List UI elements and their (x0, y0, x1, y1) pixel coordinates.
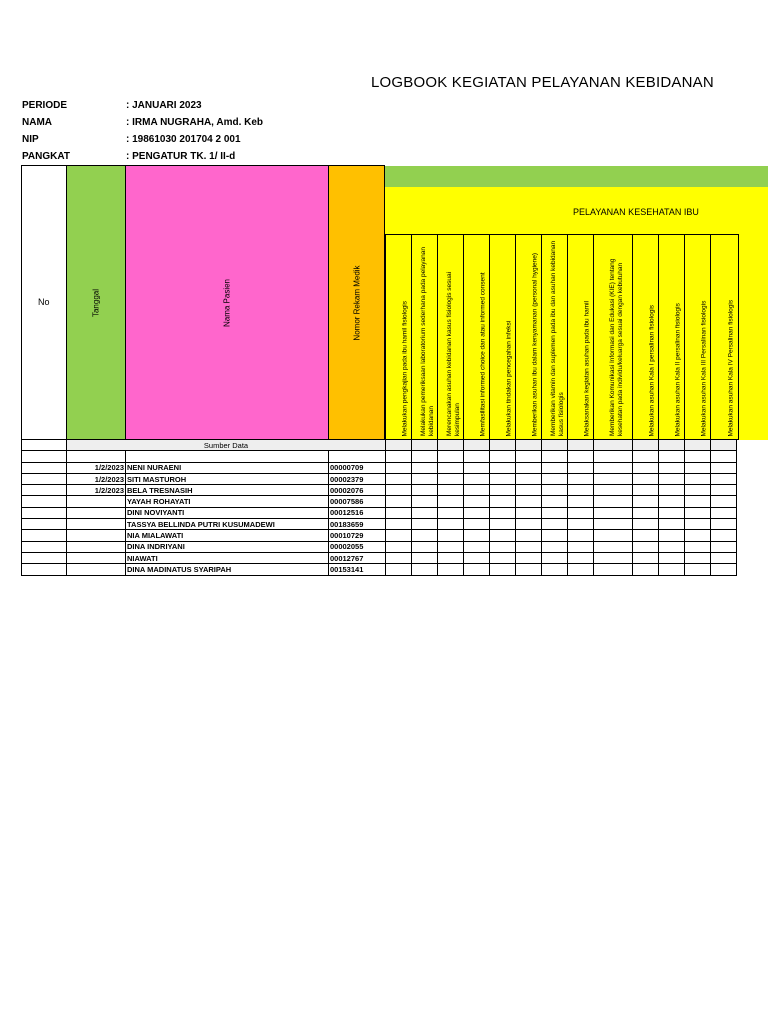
cell-activity (711, 462, 737, 473)
cell-activity (412, 485, 438, 496)
cell-activity (685, 462, 711, 473)
cell-empty (412, 451, 438, 462)
cell-activity (490, 440, 516, 451)
cell-activity (594, 496, 633, 507)
table-row (22, 507, 737, 518)
cell-no (22, 552, 67, 563)
table-row (22, 462, 737, 473)
cell-no (22, 473, 67, 484)
cell-activity (516, 519, 542, 530)
cell-empty (22, 451, 67, 462)
cell-tanggal (67, 552, 126, 563)
cell-nama-pasien: TASSYA BELLINDA PUTRI KUSUMADEWI (126, 519, 329, 530)
header-nama-pasien-label: Nama Pasien (222, 278, 232, 327)
cell-nama-pasien: YAYAH ROHAYATI (126, 496, 329, 507)
cell-activity (711, 507, 737, 518)
cell-activity (594, 541, 633, 552)
cell-activity (685, 473, 711, 484)
cell-activity (633, 496, 659, 507)
meta-value: : 19861030 201704 2 001 (126, 134, 241, 145)
activity-header (515, 234, 542, 440)
meta-label: NAMA (22, 117, 52, 128)
cell-activity (685, 496, 711, 507)
cell-no (22, 507, 67, 518)
group-header (385, 187, 768, 234)
cell-activity (412, 507, 438, 518)
activity-header-label: Memfasilitasi informed choice dan atau informed consent (479, 271, 487, 436)
cell-activity (633, 519, 659, 530)
cell-activity (568, 462, 594, 473)
cell-activity (711, 564, 737, 575)
cell-activity (685, 485, 711, 496)
activity-header (489, 234, 516, 440)
cell-activity (711, 496, 737, 507)
cell-activity (594, 473, 633, 484)
cell-activity (438, 530, 464, 541)
cell-activity (659, 564, 685, 575)
cell-activity (633, 485, 659, 496)
cell-activity (659, 552, 685, 563)
header-tanggal (66, 165, 126, 440)
cell-activity (490, 496, 516, 507)
cell-tanggal (67, 519, 126, 530)
cell-activity (542, 564, 568, 575)
cell-rekam-medik: 00183659 (329, 519, 386, 530)
cell-activity (386, 564, 412, 575)
sumber-data-cell: Sumber Data (67, 440, 386, 451)
cell-activity (633, 473, 659, 484)
cell-activity (594, 530, 633, 541)
cell-activity (542, 440, 568, 451)
logbook-table (21, 439, 737, 576)
cell-activity (594, 462, 633, 473)
activity-header (463, 234, 490, 440)
cell-activity (685, 440, 711, 451)
cell-nama-pasien: NENI NURAENI (126, 462, 329, 473)
cell-activity (568, 519, 594, 530)
cell-activity (542, 541, 568, 552)
cell-activity (542, 552, 568, 563)
header-no-label: No (38, 297, 50, 307)
cell-nama-pasien: DINA MADINATUS SYARIPAH (126, 564, 329, 575)
cell-empty (329, 451, 386, 462)
activity-header-label: Memberikan asuhan ibu dalam kenyamanan (personal hygiene) (531, 252, 539, 436)
cell-empty (438, 451, 464, 462)
cell-activity (386, 462, 412, 473)
cell-activity (633, 507, 659, 518)
activity-header-label: Memberikan vitamin dan suplemen pada ibu dan asuhan kebidanan kasus fisiologis (550, 240, 565, 436)
cell-empty (464, 451, 490, 462)
table-row (22, 451, 737, 462)
cell-activity (438, 519, 464, 530)
activity-header-label: Memberikan Komunikasi Informasi dan Edukasi (KIE) tentang kesehatan pada individu/keluarga sesuai dengan kebutuhan (608, 258, 623, 436)
cell-activity (659, 530, 685, 541)
header-no (21, 165, 67, 440)
cell-activity (490, 552, 516, 563)
cell-tanggal (67, 541, 126, 552)
cell-activity (659, 519, 685, 530)
header-tanggal-label: Tanggal (91, 288, 101, 317)
cell-activity (568, 564, 594, 575)
cell-activity (386, 473, 412, 484)
cell-rekam-medik: 00002055 (329, 541, 386, 552)
cell-activity (438, 552, 464, 563)
cell-activity (464, 552, 490, 563)
cell-activity (594, 440, 633, 451)
cell-activity (516, 541, 542, 552)
cell-activity (633, 541, 659, 552)
cell-activity (438, 473, 464, 484)
cell-no (22, 541, 67, 552)
cell-activity (516, 462, 542, 473)
cell-activity (594, 552, 633, 563)
group-tail (738, 234, 768, 440)
cell-activity (490, 473, 516, 484)
cell-activity (412, 519, 438, 530)
table-row (22, 519, 737, 530)
cell-activity (516, 473, 542, 484)
cell-no (22, 485, 67, 496)
cell-activity (464, 440, 490, 451)
cell-activity (568, 552, 594, 563)
cell-activity (659, 541, 685, 552)
cell-activity (633, 552, 659, 563)
cell-empty (542, 451, 568, 462)
cell-activity (412, 552, 438, 563)
cell-empty (659, 451, 685, 462)
cell-no (22, 530, 67, 541)
activity-header-label: Melakukan asuhan Kala II persalinan fisiologis (674, 302, 682, 436)
cell-activity (685, 519, 711, 530)
cell-activity (711, 473, 737, 484)
cell-activity (711, 440, 737, 451)
cell-rekam-medik: 00002076 (329, 485, 386, 496)
cell-activity (438, 485, 464, 496)
cell-activity (568, 485, 594, 496)
cell-activity (412, 530, 438, 541)
cell-activity (568, 530, 594, 541)
cell-activity (711, 519, 737, 530)
cell-activity (386, 541, 412, 552)
cell-activity (464, 530, 490, 541)
cell-activity (633, 530, 659, 541)
activity-header-label: Melakukan asuhan Kala III Persalinan fisiologis (700, 300, 708, 436)
cell-activity (490, 462, 516, 473)
cell-activity (568, 541, 594, 552)
activity-header (710, 234, 739, 440)
cell-tanggal (67, 496, 126, 507)
cell-tanggal: 1/2/2023 (67, 485, 126, 496)
cell-activity (386, 507, 412, 518)
table-row (22, 564, 737, 575)
meta-label: PERIODE (22, 100, 68, 111)
activity-header (411, 234, 438, 440)
cell-activity (438, 507, 464, 518)
cell-activity (490, 564, 516, 575)
cell-nama-pasien: NIAWATI (126, 552, 329, 563)
header-nama-pasien (125, 165, 329, 440)
cell-activity (464, 496, 490, 507)
activity-header (437, 234, 464, 440)
cell-empty (568, 451, 594, 462)
cell-nama-pasien: BELA TRESNASIH (126, 485, 329, 496)
cell-rekam-medik: 00012767 (329, 552, 386, 563)
cell-nama-pasien: SITI MASTUROH (126, 473, 329, 484)
cell-activity (542, 473, 568, 484)
cell-no (22, 440, 67, 451)
cell-activity (490, 541, 516, 552)
header-nomor-rekam-medik-label: Nomor Rekam Medik (352, 264, 361, 341)
cell-rekam-medik: 00007586 (329, 496, 386, 507)
activity-header (385, 234, 412, 440)
activity-header-label: Melakukan pengkajian pada ibu hamil fisiologis (401, 300, 409, 436)
cell-empty (126, 451, 329, 462)
cell-activity (490, 507, 516, 518)
cell-activity (711, 552, 737, 563)
cell-empty (516, 451, 542, 462)
cell-rekam-medik: 00000709 (329, 462, 386, 473)
cell-activity (659, 473, 685, 484)
cell-activity (542, 496, 568, 507)
cell-activity (711, 541, 737, 552)
page-title: LOGBOOK KEGIATAN PELAYANAN KEBIDANAN (371, 74, 714, 91)
activity-header-label: Melakukan asuhan Kala IV Persalinan fisiologis (727, 299, 735, 436)
cell-activity (464, 519, 490, 530)
meta-value: : IRMA NUGRAHA, Amd. Keb (126, 117, 264, 128)
cell-activity (659, 507, 685, 518)
group-green-bar (385, 166, 768, 187)
activity-header (658, 234, 685, 440)
cell-activity (711, 530, 737, 541)
cell-tanggal (67, 507, 126, 518)
cell-empty (711, 451, 737, 462)
cell-rekam-medik: 00012516 (329, 507, 386, 518)
cell-activity (568, 496, 594, 507)
cell-activity (464, 473, 490, 484)
activity-header (632, 234, 659, 440)
sumber-data-row (22, 440, 737, 451)
cell-no (22, 496, 67, 507)
cell-activity (386, 440, 412, 451)
cell-activity (542, 507, 568, 518)
cell-nama-pasien: NIA MIALAWATI (126, 530, 329, 541)
cell-activity (386, 496, 412, 507)
activity-header (593, 234, 633, 440)
cell-activity (438, 496, 464, 507)
cell-activity (594, 519, 633, 530)
cell-activity (685, 530, 711, 541)
cell-rekam-medik: 00002379 (329, 473, 386, 484)
meta-value: : PENGATUR TK. 1/ II-d (126, 151, 236, 162)
cell-activity (685, 564, 711, 575)
cell-empty (633, 451, 659, 462)
cell-activity (464, 485, 490, 496)
activity-header (541, 234, 568, 440)
cell-activity (685, 541, 711, 552)
cell-activity (516, 507, 542, 518)
activity-header (684, 234, 711, 440)
cell-activity (568, 440, 594, 451)
cell-activity (490, 519, 516, 530)
cell-no (22, 519, 67, 530)
table-row (22, 473, 737, 484)
cell-activity (685, 552, 711, 563)
cell-tanggal (67, 564, 126, 575)
cell-nama-pasien: DINI NOVIYANTI (126, 507, 329, 518)
cell-empty (685, 451, 711, 462)
cell-activity (490, 530, 516, 541)
cell-activity (412, 440, 438, 451)
cell-empty (67, 451, 126, 462)
cell-activity (438, 462, 464, 473)
cell-activity (412, 473, 438, 484)
cell-activity (516, 530, 542, 541)
cell-activity (542, 530, 568, 541)
cell-rekam-medik: 00010729 (329, 530, 386, 541)
cell-tanggal: 1/2/2023 (67, 462, 126, 473)
cell-activity (659, 496, 685, 507)
cell-activity (568, 473, 594, 484)
activity-header-label: Melakukan asuhan Kala I persalinan fisiologis (648, 304, 656, 436)
meta-label: PANGKAT (22, 151, 70, 162)
cell-activity (438, 541, 464, 552)
cell-activity (516, 496, 542, 507)
activity-header-label: Melakukan tindakan pencegahan infeksi (505, 320, 513, 436)
cell-activity (633, 440, 659, 451)
activity-header (567, 234, 594, 440)
cell-activity (685, 507, 711, 518)
cell-activity (464, 564, 490, 575)
cell-activity (516, 552, 542, 563)
cell-activity (386, 485, 412, 496)
cell-activity (464, 541, 490, 552)
table-row (22, 530, 737, 541)
cell-activity (568, 507, 594, 518)
cell-activity (386, 530, 412, 541)
cell-activity (438, 440, 464, 451)
cell-nama-pasien: DINA INDRIYANI (126, 541, 329, 552)
cell-activity (490, 485, 516, 496)
cell-activity (594, 564, 633, 575)
cell-activity (542, 462, 568, 473)
cell-activity (386, 519, 412, 530)
activity-header-label: Merencanakan asuhan kebidanan kasus fisiologis sesuai kesimpulan (446, 271, 461, 436)
cell-no (22, 564, 67, 575)
cell-activity (464, 462, 490, 473)
cell-tanggal (67, 530, 126, 541)
cell-activity (412, 564, 438, 575)
cell-activity (438, 564, 464, 575)
cell-empty (594, 451, 633, 462)
table-row (22, 552, 737, 563)
header-nomor-rekam-medik (328, 165, 385, 440)
cell-empty (386, 451, 412, 462)
cell-activity (659, 440, 685, 451)
cell-activity (711, 485, 737, 496)
cell-activity (594, 507, 633, 518)
table-row (22, 485, 737, 496)
cell-activity (412, 541, 438, 552)
activity-header-label: Melaksanakan kegiatan asuhan pada ibu hamil (583, 300, 591, 436)
cell-no (22, 462, 67, 473)
meta-label: NIP (22, 134, 39, 145)
cell-tanggal: 1/2/2023 (67, 473, 126, 484)
cell-activity (659, 485, 685, 496)
table-row (22, 496, 737, 507)
cell-activity (633, 564, 659, 575)
cell-activity (412, 462, 438, 473)
cell-activity (516, 485, 542, 496)
cell-activity (516, 440, 542, 451)
cell-activity (542, 485, 568, 496)
cell-activity (386, 552, 412, 563)
cell-empty (490, 451, 516, 462)
cell-activity (516, 564, 542, 575)
activity-header-label: Melakukan pemeriksaan laboratorium sederhana pada pelayanan kebidanan (420, 247, 435, 436)
cell-activity (633, 462, 659, 473)
cell-activity (542, 519, 568, 530)
cell-rekam-medik: 00153141 (329, 564, 386, 575)
meta-value: : JANUARI 2023 (126, 100, 202, 111)
cell-activity (464, 507, 490, 518)
cell-activity (659, 462, 685, 473)
cell-activity (412, 496, 438, 507)
cell-activity (594, 485, 633, 496)
table-row (22, 541, 737, 552)
group-header-label: PELAYANAN KESEHATAN IBU (573, 207, 699, 217)
